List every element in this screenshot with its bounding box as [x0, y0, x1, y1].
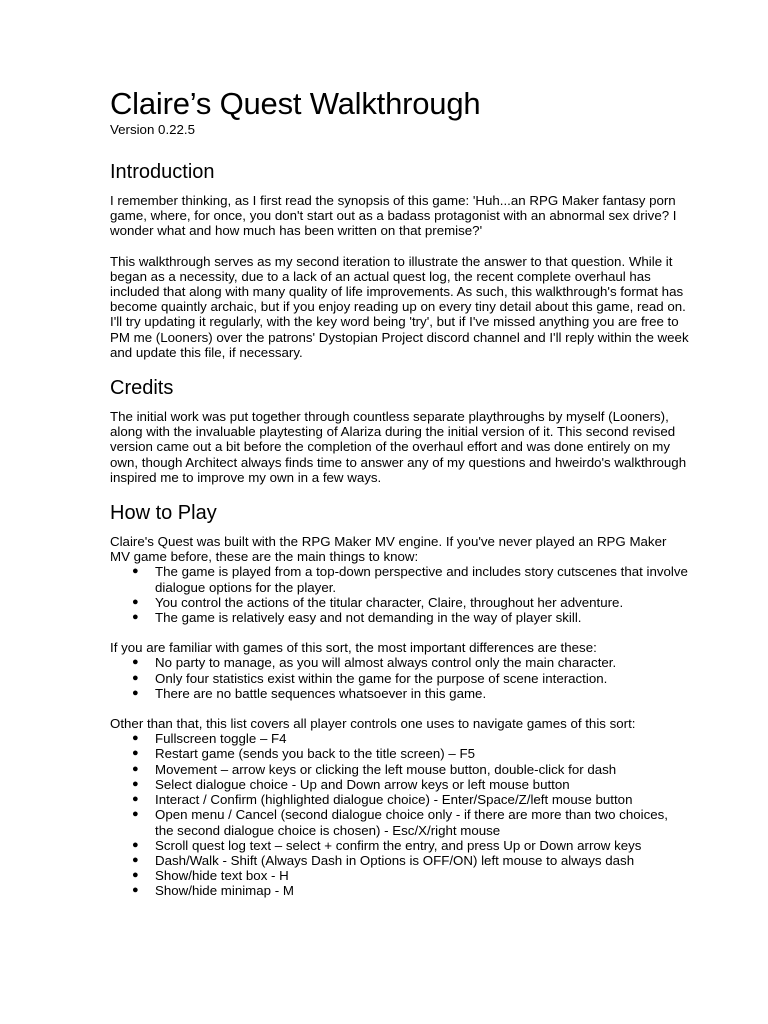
bullet-icon: ●: [132, 777, 139, 790]
how-to-play-intro: Claire's Quest was built with the RPG Maker MV engine. If you've never played an RPG Maker MV game before, these are the main things to know:: [110, 534, 667, 565]
bullet-icon: ●: [132, 747, 139, 760]
list-item: ● Fullscreen toggle – F4: [132, 731, 287, 747]
document-title: Claire’s Quest Walkthrough: [110, 86, 481, 121]
list-item: ● You control the actions of the titular character, Claire, throughout her adventure.: [132, 594, 624, 610]
list-item: ● Scroll quest log text – select + confirm the entry, and press Up or Down arrow keys: [132, 837, 642, 853]
bullet-icon: ●: [132, 793, 139, 806]
credits-paragraph: The initial work was put together through countless separate playthroughs by myself (Looners), along with the invaluable playtesting of Alariza during the initial version of it. This second revised version came out a bit before the completion of the overhaul effort and was done entirely on my own, though Architect always finds time to answer any of my questions and hweirdo's walkthrough inspired me to improve my own in a few ways.: [110, 409, 687, 485]
bullet-icon: ●: [132, 762, 139, 775]
bullet-icon: ●: [132, 656, 139, 669]
document-page: [110, 86, 690, 899]
bullet-icon: ●: [132, 808, 139, 821]
list-item: ● Only four statistics exist within the game for the purpose of scene interaction.: [132, 670, 608, 686]
list-item: ● Show/hide minimap - M: [132, 883, 294, 899]
differences-list: [110, 655, 690, 701]
list-item: ● Open menu / Cancel (second dialogue choice only - if there are more than two choices, the second dialogue choice is chosen) - Esc/X/right mouse: [132, 807, 668, 838]
bullet-icon: ●: [132, 595, 139, 608]
bullet-icon: ●: [132, 869, 139, 882]
bullet-icon: ●: [132, 853, 139, 866]
bullet-icon: ●: [132, 884, 139, 897]
list-item: ● Show/hide text box - H: [132, 868, 289, 884]
bullet-icon: ●: [132, 611, 139, 624]
list-item: ● Select dialogue choice - Up and Down arrow keys or left mouse button: [132, 776, 570, 792]
controls-list: [110, 731, 690, 898]
how-to-play-heading: How to Play: [110, 502, 217, 525]
list-item: ● The game is played from a top-down perspective and includes story cutscenes that involve dialogue options for the player.: [132, 564, 688, 595]
bullet-icon: ●: [132, 565, 139, 578]
bullet-icon: ●: [132, 838, 139, 851]
differences-intro: If you are familiar with games of this sort, the most important differences are these:: [110, 640, 597, 656]
list-item: ● Interact / Confirm (highlighted dialogue choice) - Enter/Space/Z/left mouse button: [132, 792, 633, 808]
bullet-icon: ●: [132, 686, 139, 699]
list-item: ● There are no battle sequences whatsoever in this game.: [132, 685, 487, 701]
introduction-paragraph: This walkthrough serves as my second iteration to illustrate the answer to that question. While it began as a necessity, due to a lack of an actual quest log, the recent complete overhaul has included that along with many quality of life improvements. As such, this walkthrough's format has become quaintly archaic, but if you enjoy reading up on every tiny detail about this game, read on. I'll try updating it regularly, with the key word being 'try', but if I've missed anything you are free to PM me (Looners) over the patrons' Dystopian Project discord channel and I'll reply within the week and update this file, if necessary.: [110, 253, 689, 360]
credits-heading: Credits: [110, 377, 174, 400]
basics-list: [110, 564, 690, 625]
list-item: ● The game is relatively easy and not demanding in the way of player skill.: [132, 610, 582, 626]
document-version: Version 0.22.5: [110, 122, 196, 137]
bullet-icon: ●: [132, 732, 139, 745]
list-item: ● Dash/Walk - Shift (Always Dash in Options is OFF/ON) left mouse to always dash: [132, 852, 635, 868]
controls-intro: Other than that, this list covers all player controls one uses to navigate games of this sort:: [110, 716, 636, 732]
bullet-icon: ●: [132, 671, 139, 684]
list-item: ● No party to manage, as you will almost always control only the main character.: [132, 655, 617, 671]
introduction-paragraph: I remember thinking, as I first read the synopsis of this game: 'Huh...an RPG Maker fantasy porn game, where, for once, you don't start out as a badass protagonist with an abnormal sex drive? I wonder what and how much has been written on that premise?': [110, 193, 677, 239]
introduction-heading: Introduction: [110, 161, 215, 183]
list-item: ● Restart game (sends you back to the title screen) – F5: [132, 746, 476, 762]
list-item: ● Movement – arrow keys or clicking the left mouse button, double-click for dash: [132, 761, 617, 777]
